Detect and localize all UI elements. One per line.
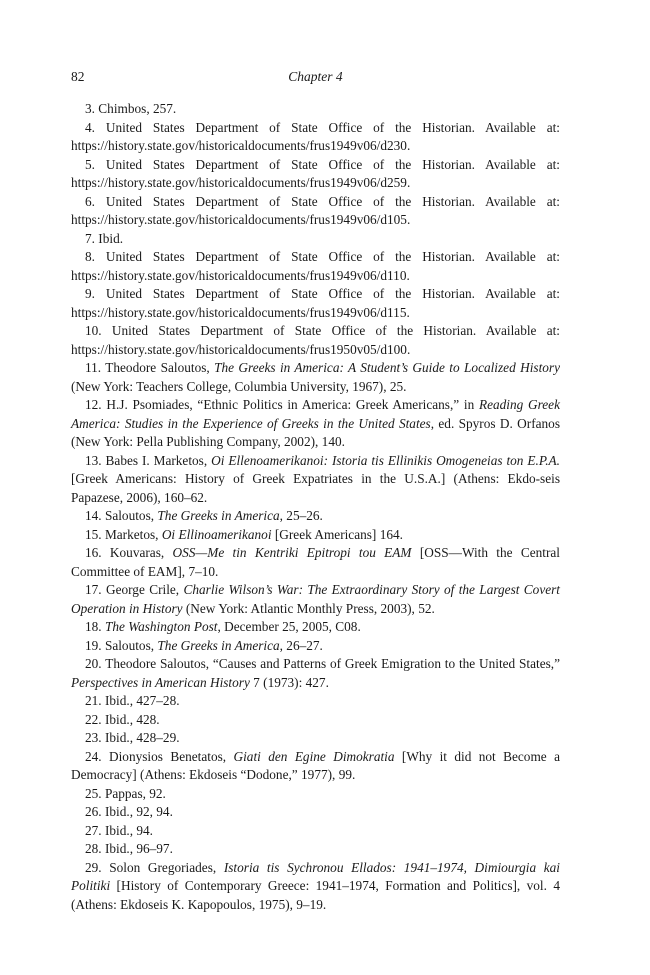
endnote-text: 3. Chimbos, 257. [85, 101, 177, 116]
endnote [71, 785, 560, 804]
endnote-text: 19. Saloutos, [85, 637, 158, 653]
endnote-text: 5. United States Department of State Office of the Historian. Available at: https://history.state.gov/historicaldocuments/frus1949v06/d259. [71, 156, 560, 190]
endnote [71, 618, 560, 637]
endnote [71, 359, 560, 396]
endnote-text: , 26–27. [279, 637, 323, 653]
endnote [71, 100, 560, 119]
page-header [71, 68, 560, 92]
endnote-text: [Greek Americans] 164. [271, 526, 403, 542]
endnote-text: 15. Marketos, [85, 526, 162, 542]
endnote-text: , ed. Spyros D. Orfanos (New York: Pella Publishing Company, 2002), 140. [71, 415, 560, 449]
endnote-title: Charlie Wilson’s War: The Extraordinary Story of the Largest Covert Operation in History [71, 582, 560, 616]
endnote-text: 22. Ibid., 428. [85, 711, 160, 727]
endnote-title: The Washington Post [104, 619, 218, 634]
page-number: 82 [71, 69, 85, 84]
endnote-title: Istoria tis Sychronou Ellados: 1941–1974, Dimiourgia kai Politiki [71, 859, 560, 893]
endnote-text: 12. H.J. Psomiades, “Ethnic Politics in America: Greek Americans,” in [85, 397, 479, 412]
endnote [71, 822, 560, 841]
endnote-text: 9. United States Department of State Office of the Historian. Available at: https://history.state.gov/historicaldocuments/frus1949v06/d115. [71, 286, 560, 320]
endnote-text: (New York: Teachers College, Columbia University, 1967), 25. [71, 378, 407, 394]
endnote [71, 230, 560, 249]
endnote [71, 544, 560, 581]
endnote [71, 452, 560, 508]
endnote-text: 14. Saloutos, [85, 508, 158, 523]
endnote [71, 526, 560, 545]
endnote-text: 21. Ibid., 427–28. [85, 693, 180, 708]
endnote-title: Oi Ellinoamerikanoi [161, 526, 272, 542]
endnote-title: Giati den Egine Dimokratia [233, 748, 395, 764]
endnote [71, 507, 560, 526]
endnote-text: 4. United States Department of State Office of the Historian. Available at: https://history.state.gov/historicaldocuments/frus1949v06/d230. [71, 119, 560, 153]
book-page [71, 68, 560, 914]
endnote [71, 285, 560, 322]
endnote-text: 25. Pappas, 92. [85, 785, 166, 801]
endnote [71, 859, 560, 915]
endnote-text: [OSS—With the Central Committee of EAM], 7–10. [71, 545, 560, 579]
endnote-title: The Greeks in America [157, 508, 280, 523]
running-head: Chapter 4 [288, 69, 343, 84]
endnote-text: 11. Theodore Saloutos, [85, 360, 215, 375]
endnote [71, 729, 560, 748]
endnote-text: , 25–26. [279, 508, 323, 523]
endnote [71, 637, 560, 656]
endnote-text: 13. Babes I. Marketos, [85, 452, 212, 468]
endnote [71, 840, 560, 859]
endnote-text: 6. United States Department of State Office of the Historian. Available at: https://history.state.gov/historicaldocuments/frus1949v06/d105. [71, 193, 560, 227]
endnote-title: Perspectives in American History [71, 674, 250, 690]
endnote-title: The Greeks in America [157, 637, 280, 653]
endnote [71, 156, 560, 193]
endnote-text: 16. Kouvaras, [85, 545, 173, 560]
endnote-text: , December 25, 2005, C08. [217, 619, 361, 634]
endnote-text: 24. Dionysios Benetatos, [85, 748, 234, 764]
endnote-text: 23. Ibid., 428–29. [85, 730, 180, 745]
endnote-text: [Greek Americans: History of Greek Expatriates in the U.S.A.] (Athens: Ekdo-seis Papazese, 2006), 160–62. [71, 471, 560, 505]
endnote-text: 29. Solon Gregoriades, [85, 859, 224, 875]
endnote [71, 581, 560, 618]
endnote-text: 8. United States Department of State Office of the Historian. Available at: https://history.state.gov/historicaldocuments/frus1949v06/d110. [71, 249, 560, 283]
endnote-text: 27. Ibid., 94. [85, 822, 153, 838]
endnote-text: 18. [85, 619, 105, 634]
endnote-text: 10. United States Department of State Office of the Historian. Available at: https://history.state.gov/historicaldocuments/frus1950v05/d100. [71, 323, 560, 357]
endnotes-list [71, 100, 560, 914]
endnote [71, 119, 560, 156]
endnote [71, 396, 560, 452]
endnote-text: 26. Ibid., 92, 94. [85, 804, 173, 819]
endnote-title: OSS—Me tin Kentriki Epitropi tou EAM [172, 545, 412, 560]
endnote [71, 655, 560, 692]
endnote-title: Reading Greek America: Studies in the Experience of Greeks in the United States [71, 397, 560, 431]
endnote [71, 193, 560, 230]
endnote-text: 7. Ibid. [85, 230, 124, 246]
endnote [71, 711, 560, 730]
endnote-title: Oi Ellenoamerikanoi: Istoria tis Ellinikis Omogeneias ton E.P.A. [211, 452, 560, 468]
endnote-text: 20. Theodore Saloutos, “Causes and Patterns of Greek Emigration to the United States,” [85, 656, 560, 671]
endnote-text: 17. George Crile, [85, 582, 184, 597]
endnote-text: (New York: Atlantic Monthly Press, 2003), 52. [182, 600, 435, 616]
endnote [71, 803, 560, 822]
endnote [71, 248, 560, 285]
endnote [71, 692, 560, 711]
endnote-text: [History of Contemporary Greece: 1941–1974, Formation and Politics], vol. 4 (Athens: Ekdoseis K. Kapopoulos, 1975), 9–19. [71, 878, 560, 912]
endnote-text: 28. Ibid., 96–97. [85, 841, 173, 856]
endnote [71, 748, 560, 785]
endnote-title: The Greeks in America: A Student’s Guide to Localized History [214, 360, 560, 375]
endnote [71, 322, 560, 359]
endnote-text: 7 (1973): 427. [249, 674, 329, 690]
endnote-text: [Why it did not Become a Democracy] (Athens: Ekdoseis “Dodone,” 1977), 99. [71, 748, 560, 782]
